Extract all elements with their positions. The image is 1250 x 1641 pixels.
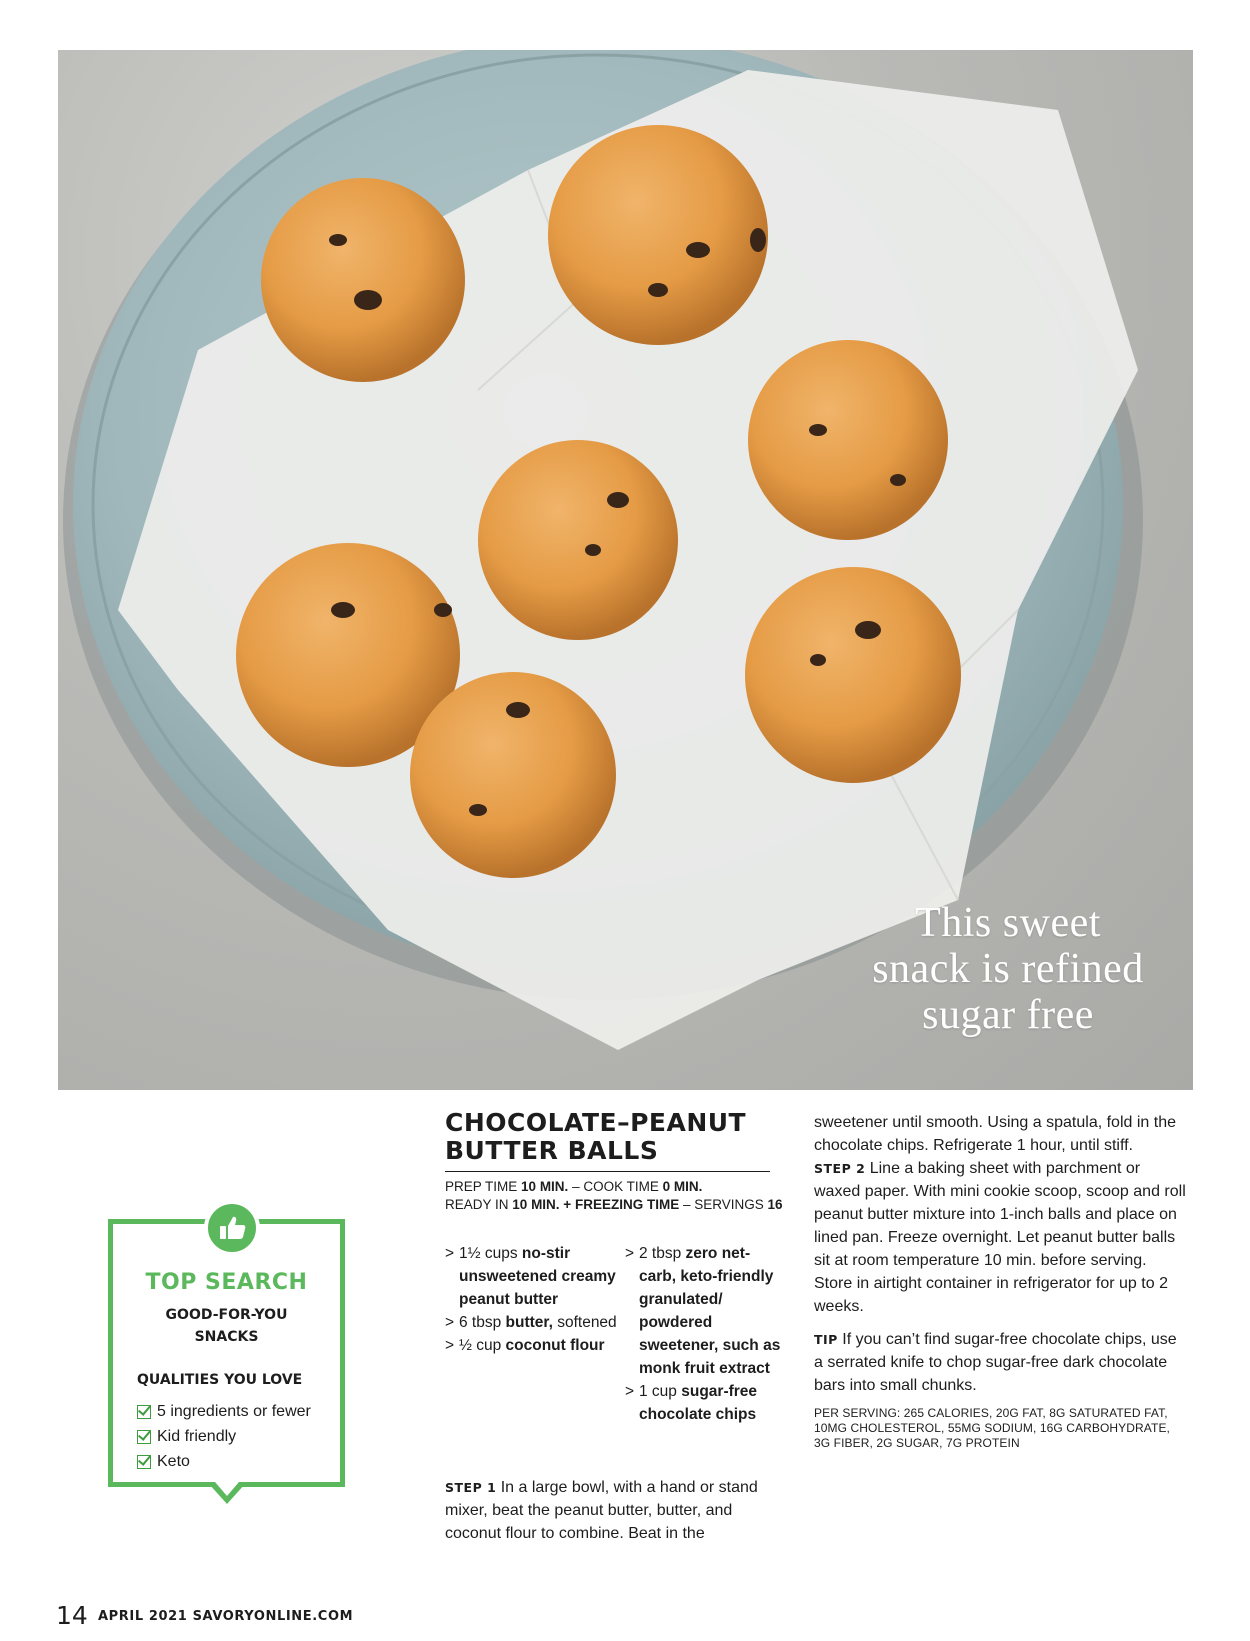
top-search-subtitle-line: GOOD-FOR-YOU — [165, 1307, 288, 1323]
servings-label: SERVINGS — [694, 1197, 764, 1212]
qualities-heading: QUALITIES YOU LOVE — [137, 1372, 303, 1388]
ingredient-marker: > — [445, 1314, 455, 1331]
directions-column — [814, 1111, 1189, 1451]
top-search-box — [108, 1219, 345, 1487]
tip-label: TIP — [814, 1332, 838, 1347]
ready-in-label: READY IN — [445, 1197, 509, 1212]
tip-text: If you can’t find sugar-free chocolate chips, use a serrated knife to chop sugar-free dark chocolate bars into small chunks. — [814, 1331, 1177, 1394]
ingredients-list-right — [625, 1242, 785, 1426]
ingredient-amount: 1 cup — [639, 1383, 682, 1400]
hero-photo — [58, 50, 1193, 1090]
cook-time-value: 0 MIN. — [662, 1179, 703, 1194]
recipe-meta-line — [445, 1196, 783, 1214]
meta-separator: – — [568, 1179, 584, 1194]
photo-caption-line: sugar free — [922, 992, 1094, 1038]
ingredient-marker: > — [445, 1245, 455, 1262]
ingredient-item — [445, 1242, 620, 1311]
ingredient-name: butter, — [505, 1314, 553, 1331]
thumbs-up-icon — [204, 1200, 260, 1256]
ready-in-value: 10 MIN. + FREEZING TIME — [512, 1197, 680, 1212]
prep-time-value: 10 MIN. — [521, 1179, 569, 1194]
photo-caption — [848, 900, 1168, 1038]
title-divider — [445, 1171, 770, 1172]
recipe-title-line: BUTTER BALLS — [445, 1136, 659, 1165]
ingredient-note: softened — [552, 1314, 617, 1331]
step-2-text: Line a baking sheet with parchment or waxed paper. With mini cookie scoop, scoop and roll peanut butter mixture into 1-inch balls and place on lined pan. Freeze overnight. Let peanut butter balls sit at room temperature 10 min. before serving. Store in airtight container in refrigerator for up to 2 weeks. — [814, 1160, 1186, 1315]
checkbox-icon — [137, 1455, 151, 1469]
ingredient-marker: > — [445, 1337, 455, 1354]
step-1-text: In a large bowl, with a hand or stand mixer, beat the peanut butter, butter, and coconut flour to combine. Beat in the — [445, 1479, 758, 1542]
quality-item — [137, 1399, 311, 1424]
spacer — [814, 1318, 1189, 1328]
ingredients-list-left — [445, 1242, 620, 1357]
callout-pointer-inner — [215, 1482, 239, 1496]
step-1-label: STEP 1 — [445, 1480, 497, 1495]
quality-label: Kid friendly — [157, 1427, 237, 1445]
top-search-title: TOP SEARCH — [145, 1270, 308, 1295]
ingredient-name: sugar-free chocolate chips — [639, 1383, 758, 1423]
meta-separator: – — [679, 1197, 695, 1212]
issue-date: APRIL 2021 — [98, 1609, 188, 1624]
servings-value: 16 — [767, 1197, 783, 1212]
step-2-label: STEP 2 — [814, 1161, 866, 1176]
ingredient-item — [445, 1311, 620, 1334]
nutrition-info: PER SERVING: 265 CALORIES, 20G FAT, 8G SATURATED FAT, 10MG CHOLESTEROL, 55MG SODIUM, 16G CARBOHYDRATE, 3G FIBER, 2G SUGAR, 7G PROTEIN — [814, 1406, 1170, 1450]
ingredient-amount: 1½ cups — [459, 1245, 522, 1262]
website: SAVORYONLINE.COM — [192, 1609, 354, 1624]
photo-caption-line: snack is refined — [872, 946, 1144, 992]
quality-item — [137, 1424, 311, 1449]
ingredient-item — [625, 1242, 785, 1380]
quality-label: 5 ingredients or fewer — [157, 1402, 311, 1420]
step-1-continued: sweetener until smooth. Using a spatula, fold in the chocolate chips. Refrigerate 1 hour, until stiff. — [814, 1114, 1176, 1154]
ingredient-name: coconut flour — [505, 1337, 605, 1354]
prep-time-label: PREP TIME — [445, 1179, 518, 1194]
ingredient-amount: ½ cup — [459, 1337, 506, 1354]
step-1 — [445, 1476, 785, 1545]
top-search-subtitle — [113, 1304, 340, 1348]
cook-time-label: COOK TIME — [583, 1179, 659, 1194]
page-number: 14 — [56, 1601, 88, 1630]
footer-credit — [98, 1609, 353, 1624]
recipe-meta — [445, 1178, 783, 1214]
ingredient-name: zero net-carb, keto-friendly granulated/ powdered sweetener, — [639, 1245, 774, 1354]
ingredient-amount: 6 tbsp — [459, 1314, 506, 1331]
quality-item — [137, 1449, 311, 1474]
ingredient-amount: 2 tbsp — [639, 1245, 686, 1262]
step-2 — [814, 1157, 1189, 1318]
photo-caption-line: This sweet — [915, 900, 1101, 946]
top-search-subtitle-line: SNACKS — [194, 1329, 259, 1345]
ingredient-marker: > — [625, 1245, 635, 1262]
recipe-title-line: CHOCOLATE–PEANUT — [445, 1108, 747, 1137]
ingredient-marker: > — [625, 1383, 635, 1400]
recipe-title — [445, 1109, 765, 1165]
tip — [814, 1328, 1189, 1397]
checkbox-icon — [137, 1405, 151, 1419]
ingredient-item — [445, 1334, 620, 1357]
qualities-list — [137, 1399, 311, 1474]
recipe-meta-line — [445, 1178, 783, 1196]
ingredient-name: no-stir unsweetened creamy peanut butter — [459, 1245, 616, 1308]
ingredient-item — [625, 1380, 785, 1426]
quality-label: Keto — [157, 1452, 190, 1470]
ingredient-note: such as monk fruit extract — [639, 1337, 781, 1377]
checkbox-icon — [137, 1430, 151, 1444]
